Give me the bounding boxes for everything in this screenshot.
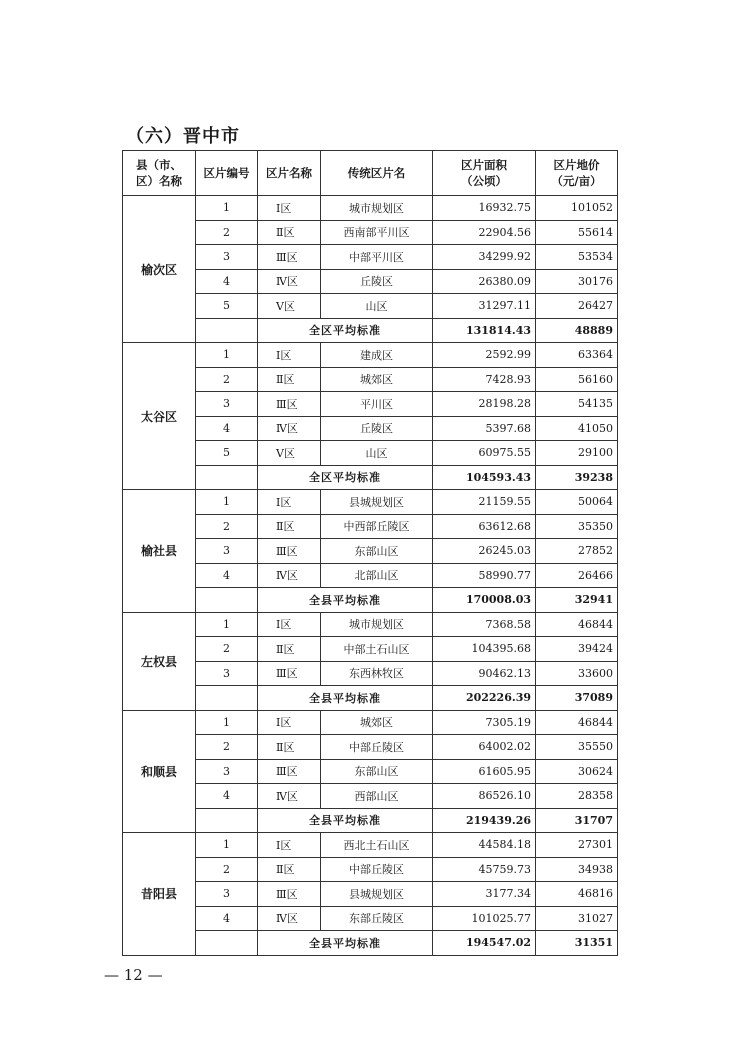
price-cell: 29100 (536, 441, 618, 466)
zone-number-cell: 4 (196, 784, 258, 809)
county-name: 和顺县 (123, 710, 196, 833)
zone-label-cell: Ⅲ区 (258, 882, 321, 907)
table-row (123, 906, 618, 931)
average-price-cell: 37089 (536, 686, 618, 711)
zone-number-cell: 2 (196, 220, 258, 245)
average-row (123, 318, 618, 343)
traditional-name-cell: 东部丘陵区 (321, 906, 433, 931)
average-row (123, 808, 618, 833)
average-area-cell: 202226.39 (433, 686, 536, 711)
county-name: 昔阳县 (123, 833, 196, 956)
table-row (123, 563, 618, 588)
zone-number-cell: 4 (196, 906, 258, 931)
price-cell: 33600 (536, 661, 618, 686)
price-cell: 46816 (536, 882, 618, 907)
zone-label-cell: Ⅲ区 (258, 245, 321, 270)
zone-label-cell: Ⅳ区 (258, 563, 321, 588)
zone-label-cell: Ⅱ区 (258, 735, 321, 760)
traditional-name-cell: 北部山区 (321, 563, 433, 588)
area-cell: 101025.77 (433, 906, 536, 931)
zone-label-cell: Ⅴ区 (258, 294, 321, 319)
zone-label-cell: Ⅱ区 (258, 637, 321, 662)
price-cell: 39424 (536, 637, 618, 662)
zone-label-cell: Ⅳ区 (258, 269, 321, 294)
area-cell: 61605.95 (433, 759, 536, 784)
area-cell: 31297.11 (433, 294, 536, 319)
table-header-row (123, 151, 618, 196)
zone-number-cell: 3 (196, 245, 258, 270)
area-cell: 60975.55 (433, 441, 536, 466)
area-cell: 90462.13 (433, 661, 536, 686)
average-label: 全县平均标准 (258, 588, 433, 613)
zone-number-cell: 2 (196, 857, 258, 882)
table-row (123, 392, 618, 417)
traditional-name-cell: 山区 (321, 294, 433, 319)
price-cell: 31027 (536, 906, 618, 931)
zone-label-cell: Ⅱ区 (258, 220, 321, 245)
traditional-name-cell: 县城规划区 (321, 490, 433, 515)
area-cell: 7368.58 (433, 612, 536, 637)
area-cell: 86526.10 (433, 784, 536, 809)
traditional-name-cell: 中部丘陵区 (321, 735, 433, 760)
zone-number-cell: 2 (196, 367, 258, 392)
zone-label-cell: Ⅱ区 (258, 857, 321, 882)
table-row (123, 710, 618, 735)
average-row (123, 588, 618, 613)
county-name: 左权县 (123, 612, 196, 710)
traditional-name-cell: 中部丘陵区 (321, 857, 433, 882)
price-cell: 27852 (536, 539, 618, 564)
area-cell: 22904.56 (433, 220, 536, 245)
traditional-name-cell: 东部山区 (321, 539, 433, 564)
traditional-name-cell: 西南部平川区 (321, 220, 433, 245)
area-cell: 26380.09 (433, 269, 536, 294)
table-row (123, 661, 618, 686)
traditional-name-cell: 建成区 (321, 343, 433, 368)
zone-label-cell: Ⅳ区 (258, 784, 321, 809)
average-spacer-cell (196, 686, 258, 711)
zone-label-cell: Ⅲ区 (258, 539, 321, 564)
area-cell: 64002.02 (433, 735, 536, 760)
header-traditional-name: 传统区片名 (321, 151, 433, 196)
table-row (123, 612, 618, 637)
zone-number-cell: 3 (196, 661, 258, 686)
average-label: 全县平均标准 (258, 931, 433, 956)
area-cell: 45759.73 (433, 857, 536, 882)
average-area-cell: 131814.43 (433, 318, 536, 343)
traditional-name-cell: 西部山区 (321, 784, 433, 809)
zone-label-cell: Ⅲ区 (258, 759, 321, 784)
price-cell: 55614 (536, 220, 618, 245)
zone-number-cell: 4 (196, 269, 258, 294)
traditional-name-cell: 城郊区 (321, 710, 433, 735)
county-name: 榆次区 (123, 196, 196, 343)
zone-number-cell: 1 (196, 612, 258, 637)
traditional-name-cell: 东部山区 (321, 759, 433, 784)
table-row (123, 245, 618, 270)
average-area-cell: 104593.43 (433, 465, 536, 490)
price-cell: 63364 (536, 343, 618, 368)
zone-number-cell: 4 (196, 563, 258, 588)
area-cell: 7428.93 (433, 367, 536, 392)
traditional-name-cell: 东西林牧区 (321, 661, 433, 686)
average-area-cell: 219439.26 (433, 808, 536, 833)
traditional-name-cell: 城郊区 (321, 367, 433, 392)
average-price-cell: 31351 (536, 931, 618, 956)
price-cell: 30176 (536, 269, 618, 294)
area-cell: 104395.68 (433, 637, 536, 662)
price-cell: 46844 (536, 612, 618, 637)
table-row (123, 882, 618, 907)
table-row (123, 220, 618, 245)
price-cell: 35350 (536, 514, 618, 539)
price-cell: 41050 (536, 416, 618, 441)
area-cell: 63612.68 (433, 514, 536, 539)
average-price-cell: 31707 (536, 808, 618, 833)
traditional-name-cell: 城市规划区 (321, 196, 433, 221)
zone-label-cell: Ⅳ区 (258, 906, 321, 931)
table-row (123, 490, 618, 515)
zone-label-cell: Ⅰ区 (258, 196, 321, 221)
zone-number-cell: 3 (196, 392, 258, 417)
price-cell: 54135 (536, 392, 618, 417)
zone-label-cell: Ⅰ区 (258, 343, 321, 368)
average-area-cell: 170008.03 (433, 588, 536, 613)
traditional-name-cell: 中部平川区 (321, 245, 433, 270)
average-label: 全区平均标准 (258, 465, 433, 490)
zone-label-cell: Ⅰ区 (258, 612, 321, 637)
average-spacer-cell (196, 588, 258, 613)
area-cell: 2592.99 (433, 343, 536, 368)
header-county: 县（市、 区）名称 (123, 151, 196, 196)
average-spacer-cell (196, 808, 258, 833)
table-row (123, 367, 618, 392)
traditional-name-cell: 山区 (321, 441, 433, 466)
zone-label-cell: Ⅱ区 (258, 367, 321, 392)
table-row (123, 784, 618, 809)
section-title: （六）晋中市 (126, 126, 240, 147)
price-cell: 30624 (536, 759, 618, 784)
area-cell: 28198.28 (433, 392, 536, 417)
average-price-cell: 32941 (536, 588, 618, 613)
zone-number-cell: 2 (196, 514, 258, 539)
zone-number-cell: 2 (196, 735, 258, 760)
area-cell: 26245.03 (433, 539, 536, 564)
zone-number-cell: 1 (196, 833, 258, 858)
zone-number-cell: 1 (196, 490, 258, 515)
average-label: 全县平均标准 (258, 686, 433, 711)
traditional-name-cell: 丘陵区 (321, 269, 433, 294)
zone-number-cell: 3 (196, 759, 258, 784)
average-row (123, 465, 618, 490)
traditional-name-cell: 丘陵区 (321, 416, 433, 441)
zone-number-cell: 1 (196, 710, 258, 735)
average-price-cell: 39238 (536, 465, 618, 490)
zone-number-cell: 2 (196, 637, 258, 662)
price-cell: 53534 (536, 245, 618, 270)
page-number: — 12 — (104, 966, 163, 984)
traditional-name-cell: 县城规划区 (321, 882, 433, 907)
zone-number-cell: 1 (196, 343, 258, 368)
area-cell: 3177.34 (433, 882, 536, 907)
table-row (123, 637, 618, 662)
table-row (123, 735, 618, 760)
county-name: 太谷区 (123, 343, 196, 490)
header-zone-no: 区片编号 (196, 151, 258, 196)
table-row (123, 294, 618, 319)
header-area: 区片面积 （公顷） (433, 151, 536, 196)
area-cell: 5397.68 (433, 416, 536, 441)
table-row (123, 539, 618, 564)
zone-number-cell: 4 (196, 416, 258, 441)
table-row (123, 269, 618, 294)
zone-number-cell: 1 (196, 196, 258, 221)
table-row (123, 441, 618, 466)
zone-label-cell: Ⅰ区 (258, 833, 321, 858)
header-zone-name: 区片名称 (258, 151, 321, 196)
average-price-cell: 48889 (536, 318, 618, 343)
table-row (123, 196, 618, 221)
table-row (123, 514, 618, 539)
traditional-name-cell: 城市规划区 (321, 612, 433, 637)
price-cell: 101052 (536, 196, 618, 221)
zone-number-cell: 5 (196, 441, 258, 466)
price-cell: 35550 (536, 735, 618, 760)
table-row (123, 857, 618, 882)
price-cell: 28358 (536, 784, 618, 809)
price-cell: 26466 (536, 563, 618, 588)
zone-label-cell: Ⅰ区 (258, 710, 321, 735)
traditional-name-cell: 西北土石山区 (321, 833, 433, 858)
header-price: 区片地价 （元/亩） (536, 151, 618, 196)
area-cell: 44584.18 (433, 833, 536, 858)
area-cell: 7305.19 (433, 710, 536, 735)
zone-number-cell: 3 (196, 882, 258, 907)
zone-label-cell: Ⅳ区 (258, 416, 321, 441)
traditional-name-cell: 中西部丘陵区 (321, 514, 433, 539)
average-row (123, 686, 618, 711)
average-row (123, 931, 618, 956)
zone-label-cell: Ⅲ区 (258, 392, 321, 417)
county-name: 榆社县 (123, 490, 196, 613)
traditional-name-cell: 平川区 (321, 392, 433, 417)
price-cell: 50064 (536, 490, 618, 515)
area-cell: 34299.92 (433, 245, 536, 270)
price-cell: 27301 (536, 833, 618, 858)
traditional-name-cell: 中部土石山区 (321, 637, 433, 662)
average-spacer-cell (196, 931, 258, 956)
table-row (123, 759, 618, 784)
zone-number-cell: 3 (196, 539, 258, 564)
price-cell: 34938 (536, 857, 618, 882)
price-cell: 26427 (536, 294, 618, 319)
price-cell: 46844 (536, 710, 618, 735)
land-price-table (122, 150, 618, 956)
average-spacer-cell (196, 318, 258, 343)
table-row (123, 416, 618, 441)
table-row (123, 343, 618, 368)
area-cell: 58990.77 (433, 563, 536, 588)
area-cell: 16932.75 (433, 196, 536, 221)
zone-label-cell: Ⅲ区 (258, 661, 321, 686)
area-cell: 21159.55 (433, 490, 536, 515)
zone-label-cell: Ⅱ区 (258, 514, 321, 539)
price-cell: 56160 (536, 367, 618, 392)
zone-label-cell: Ⅴ区 (258, 441, 321, 466)
table-row (123, 833, 618, 858)
average-label: 全县平均标准 (258, 808, 433, 833)
zone-label-cell: Ⅰ区 (258, 490, 321, 515)
zone-number-cell: 5 (196, 294, 258, 319)
average-label: 全区平均标准 (258, 318, 433, 343)
average-spacer-cell (196, 465, 258, 490)
average-area-cell: 194547.02 (433, 931, 536, 956)
